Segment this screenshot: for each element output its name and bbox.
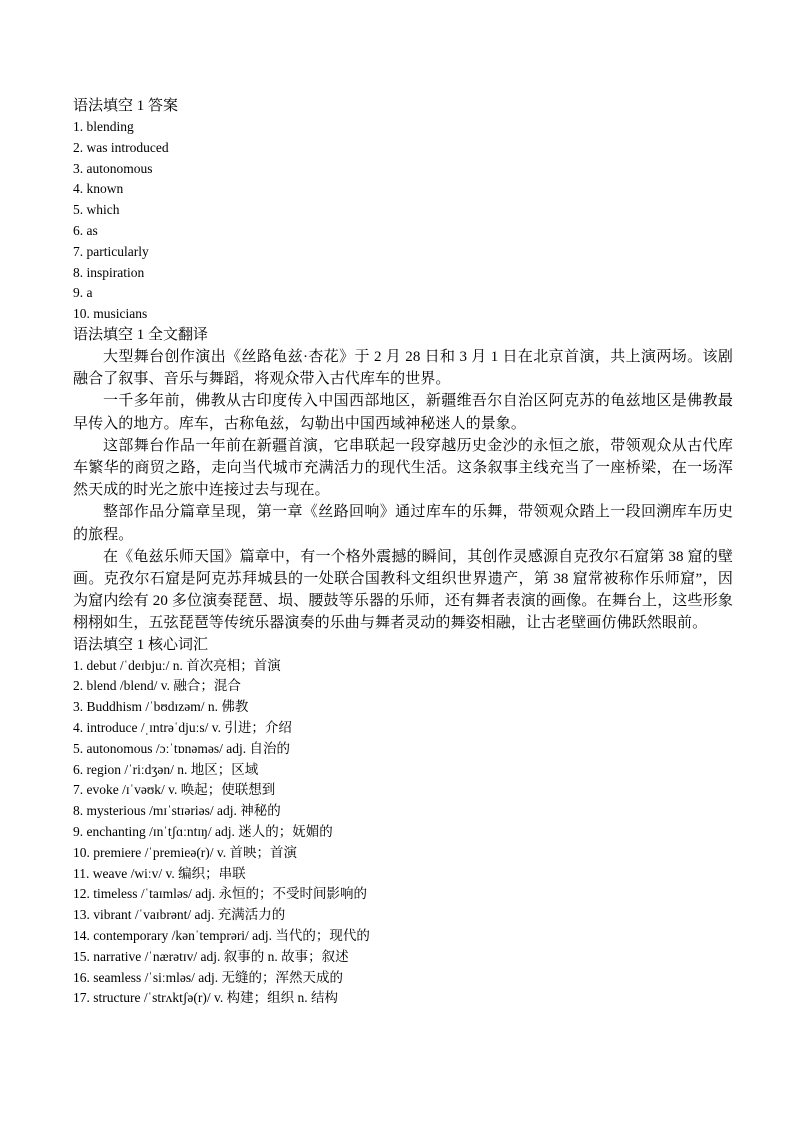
answer-item: 1. blending bbox=[73, 119, 134, 134]
vocab-item: 4. introduce /ˌɪntrəˈdjuːs/ v. 引进；介绍 bbox=[73, 720, 292, 735]
translation-paragraph: 整部作品分篇章呈现，第一章《丝路回响》通过库车的乐舞，带领观众踏上一段回溯库车历史的旅程。 bbox=[73, 504, 733, 543]
vocab-list bbox=[73, 656, 733, 1010]
answer-item: 5. which bbox=[73, 202, 120, 218]
vocab-item: 5. autonomous /ɔːˈtɒnəməs/ adj. 自治的 bbox=[73, 740, 291, 756]
answer-item: 2. was introduced bbox=[73, 139, 169, 155]
vocab-item: 6. region /ˈriːdʒən/ n. 地区；区域 bbox=[73, 761, 259, 777]
answer-item: 4. known bbox=[73, 181, 124, 197]
translation-body bbox=[73, 346, 733, 635]
answer-item: 8. inspiration bbox=[73, 264, 145, 280]
document-page bbox=[73, 96, 733, 1009]
vocab-item: 11. weave /wiːv/ v. 编织；串联 bbox=[73, 865, 246, 881]
translation-paragraph: 在《龟兹乐师天国》篇章中，有一个格外震撼的瞬间，其创作灵感源自克孜尔石窟第 38 窟的壁画。克孜尔石窟是阿克苏拜城县的一处联合国教科文组织世界遗产，第 38 窟常被称作乐师窟”，因为窟内绘有 20 多位演奏琵琶、埙、腰鼓等乐器的乐师，还有舞者表演的画像。在舞台上，这些形象栩栩如生，五弦琵琶等传统乐器演奏的乐曲与舞者灵动的舞姿相融，让古老壁画仿佛跃然眼前。 bbox=[73, 548, 733, 632]
answer-item: 10. musicians bbox=[73, 306, 148, 322]
vocab-item: 2. blend /blend/ v. 融合；混合 bbox=[73, 678, 241, 694]
answer-item: 7. particularly bbox=[73, 243, 149, 259]
vocab-title: 语法填空 1 核心词汇 bbox=[73, 636, 209, 653]
answer-item: 6. as bbox=[73, 222, 98, 238]
answer-list bbox=[73, 117, 733, 325]
vocab-item: 9. enchanting /ɪnˈtʃɑːntɪŋ/ adj. 迷人的；妩媚的 bbox=[73, 823, 333, 839]
translation-title: 语法填空 1 全文翻译 bbox=[73, 326, 209, 343]
vocab-item: 12. timeless /ˈtaɪmləs/ adj. 永恒的；不受时间影响的 bbox=[73, 886, 367, 902]
translation-paragraph: 这部舞台作品一年前在新疆首演，它串联起一段穿越历史金沙的永恒之旅，带领观众从古代库车繁华的商贸之路，走向当代城市充满活力的现代生活。这条叙事主线充当了一座桥梁，在一场浑然天成的时光之旅中连接过去与现在。 bbox=[73, 437, 733, 499]
vocab-item: 7. evoke /ɪˈvəʊk/ v. 唤起；使联想到 bbox=[73, 782, 276, 798]
answers-title: 语法填空 1 答案 bbox=[73, 98, 179, 114]
vocab-item: 10. premiere /ˈpremieə(r)/ v. 首映；首演 bbox=[73, 844, 298, 860]
vocab-item: 15. narrative /ˈnærətɪv/ adj. 叙事的 n. 故事；叙述 bbox=[73, 948, 349, 964]
answer-item: 9. a bbox=[73, 285, 93, 301]
vocab-item: 13. vibrant /ˈvaɪbrənt/ adj. 充满活力的 bbox=[73, 907, 286, 923]
translation-paragraph: 大型舞台创作演出《丝路龟兹·杏花》于 2 月 28 日和 3 月 1 日在北京首演，共上演两场。该剧融合了叙事、音乐与舞蹈，将观众带入古代库车的世界。 bbox=[73, 348, 733, 388]
vocab-item: 8. mysterious /mɪˈstɪəriəs/ adj. 神秘的 bbox=[73, 803, 281, 819]
vocab-item: 3. Buddhism /ˈbʊdɪzəm/ n. 佛教 bbox=[73, 699, 249, 715]
vocab-item: 16. seamless /ˈsiːmləs/ adj. 无缝的；浑然天成的 bbox=[73, 969, 343, 985]
answer-item: 3. autonomous bbox=[73, 160, 153, 176]
vocab-item: 14. contemporary /kənˈtemprəri/ adj. 当代的；现代的 bbox=[73, 927, 370, 943]
translation-paragraph: 一千多年前，佛教从古印度传入中国西部地区，新疆维吾尔自治区阿克苏的龟兹地区是佛教最早传入的地方。库车，古称龟兹，勾勒出中国西域神秘迷人的景象。 bbox=[73, 393, 733, 432]
vocab-item: 1. debut /ˈdeɪbjuː/ n. 首次亮相；首演 bbox=[73, 657, 281, 673]
vocab-item: 17. structure /ˈstrʌktʃə(r)/ v. 构建；组织 n. 结构 bbox=[73, 990, 338, 1006]
